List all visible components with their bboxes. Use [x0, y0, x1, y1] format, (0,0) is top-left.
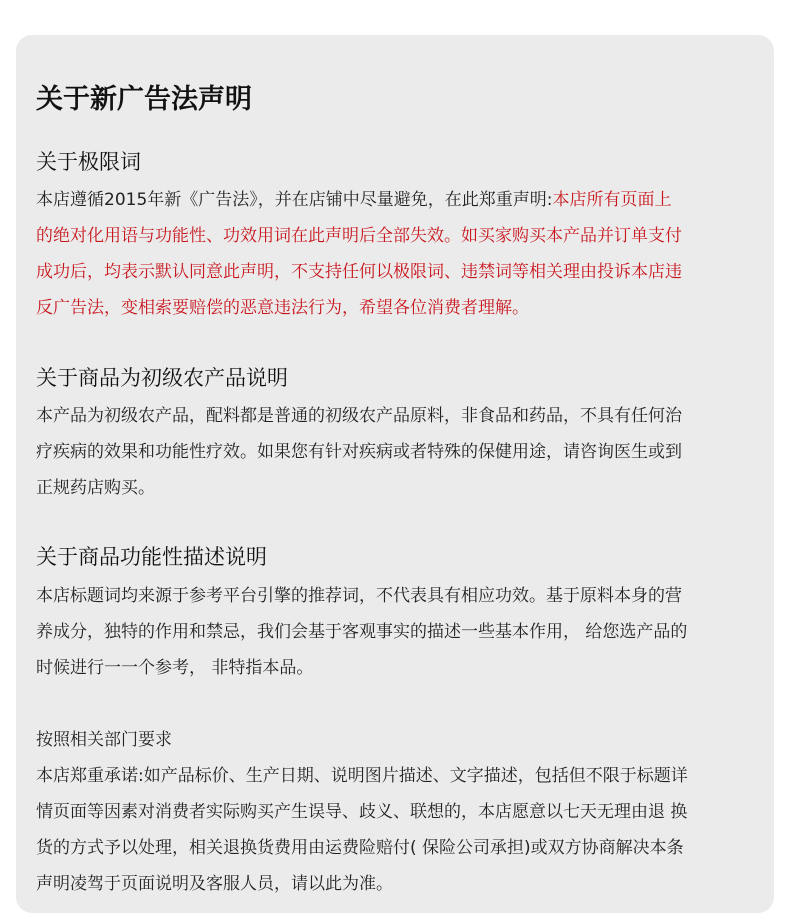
section4-line-3: 货的方式予以处理，相关退换货费用由运费险赔付( 保险公司承担)或双方协商解决本条 — [36, 838, 684, 858]
section4-line-2: 情页面等因素对消费者实际购买产生误导、歧义、联想的，本店愿意以七天无理由退 换 — [36, 802, 688, 822]
section3-line-3: 时候进行一一个参考， 非特指本品。 — [36, 658, 314, 678]
section-heading-extreme-words: 关于极限词 — [36, 150, 141, 174]
section1-line-1 — [36, 187, 672, 213]
page-title: 关于新广告法声明 — [36, 84, 252, 115]
section2-line-2: 疗疾病的效果和功能性疗效。如果您有针对疾病或者特殊的保健用途，请咨询医生或到 — [36, 442, 682, 462]
section-heading-function-description: 关于商品功能性描述说明 — [36, 545, 267, 569]
section1-line-1-highlight: 本店所有页面上 — [552, 190, 672, 210]
section-heading-agricultural-products: 关于商品为初级农产品说明 — [36, 366, 288, 390]
section2-line-1: 本产品为初级农产品，配料都是普通的初级农产品原料，非食品和药品，不具有任何治 — [36, 406, 682, 426]
section1-line-1-text: 本店遵循2015年新《广告法》，并在店铺中尽量避免，在此郑重声明: — [36, 190, 553, 210]
section4-line-4: 声明凌驾于页面说明及客服人员，请以此为准。 — [36, 874, 393, 894]
section3-line-2: 养成分，独特的作用和禁忌，我们会基于客观事实的描述一些基本作用， 给您选产品的 — [36, 622, 688, 642]
section1-line-2: 的绝对化用语与功能性、功效用词在此声明后全部失效。如买家购买本产品并订单支付 — [36, 226, 682, 246]
section-heading-department-requirements: 按照相关部门要求 — [36, 730, 172, 750]
section3-line-1: 本店标题词均来源于参考平台引擎的推荐词，不代表具有相应功效。基于原料本身的营 — [36, 586, 682, 606]
section1-line-3: 成功后，均表示默认同意此声明，不支持任何以极限词、违禁词等相关理由投诉本店违 — [36, 262, 682, 282]
section1-line-4: 反广告法，变相索要赔偿的恶意违法行为，希望各位消费者理解。 — [36, 298, 529, 318]
section4-line-1: 本店郑重承诺:如产品标价、生产日期、说明图片描述、文字描述，包括但不限于标题详 — [36, 766, 688, 786]
section2-line-3: 正规药店购买。 — [36, 478, 155, 498]
